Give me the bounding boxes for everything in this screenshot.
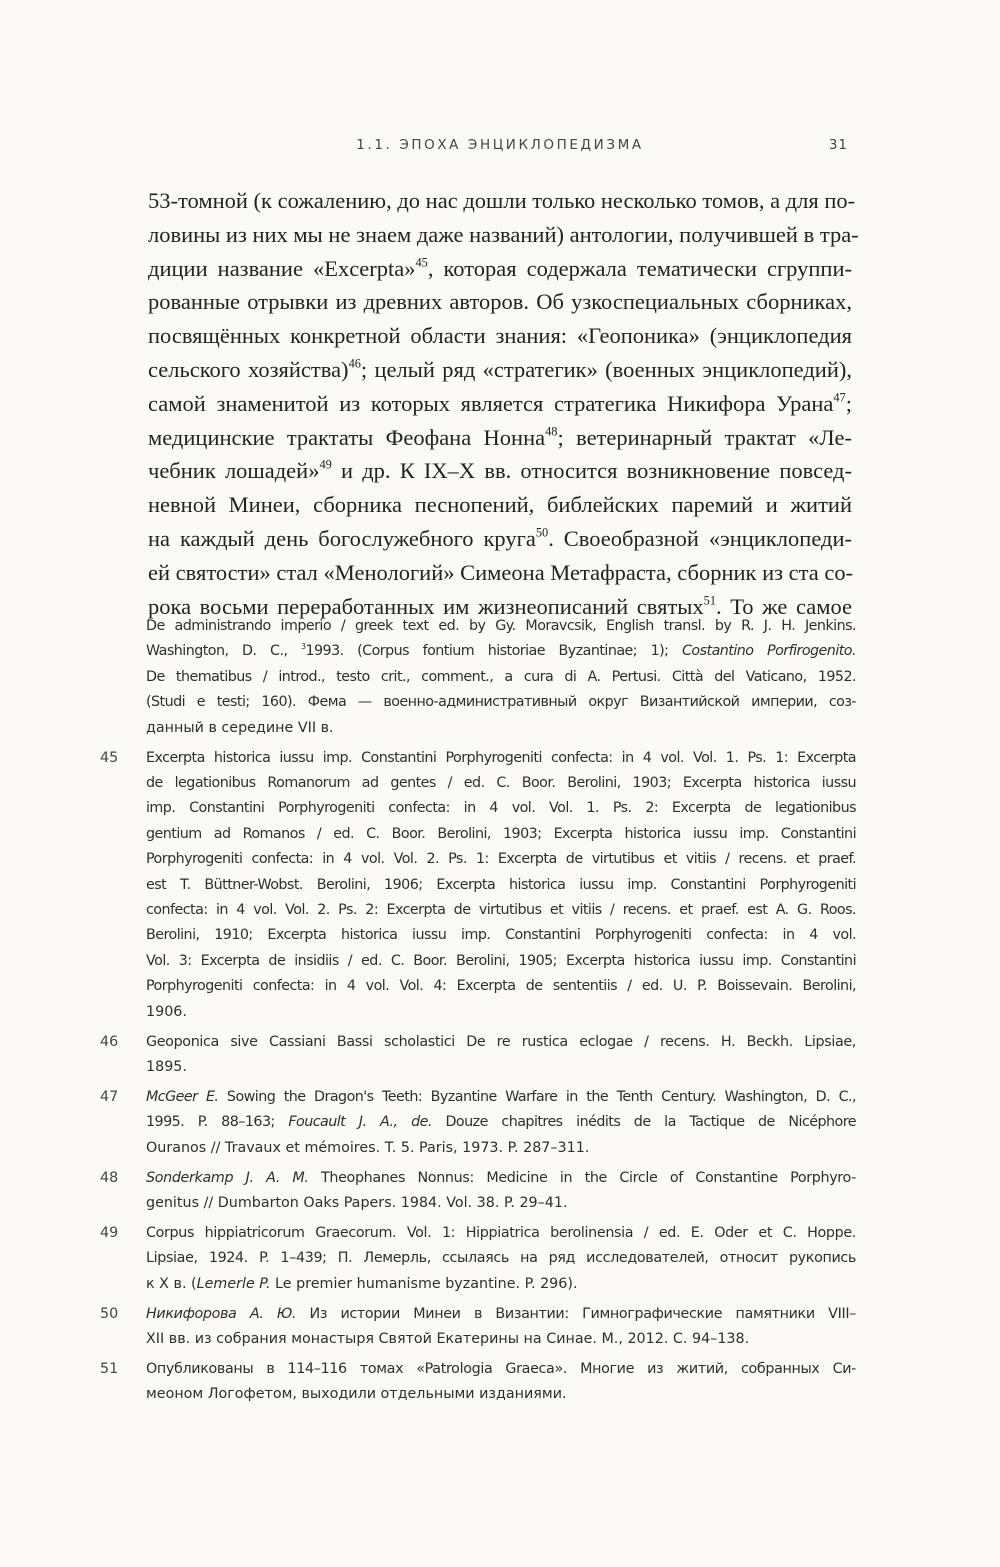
body-line: рока восьми переработанных им жизнеописаний святых$^{51}$. То же самое [148, 593, 852, 619]
body-line: 53-томной (к сожалению, до нас дошли только несколько томов, а для по- [148, 188, 856, 213]
main-body-text [148, 184, 859, 623]
body-line: рованные отрывки из древних авторов. Об узкоспециальных сборниках, [148, 289, 852, 315]
footnote-ref[interactable]: 51 [703, 593, 717, 608]
footnote-49: 49 Corpus hippiatricorum Graecorum. Vol. 1: Hippiatrica berolinensia / ed. E. Oder et C. Hoppe. Lipsiae, 1924. P. 1–439; П. Лемерль, ссылаясь на ряд исследователей, относит рукопись к X в. (Lemerle P. Le premier humanisme byzantine. P. 296). [100, 1221, 856, 1297]
footnote-number: 50 [100, 1305, 119, 1322]
footnote-ref[interactable]: 48 [545, 424, 558, 439]
footnote-number: 51 [100, 1360, 119, 1377]
footnote-number: 46 [100, 1033, 119, 1050]
footnote-50: 50 Никифорова А. Ю. Из истории Минеи в Византии: Гимнографические памятники VIII– XII вв. из собрания монастыря Святой Екатерины на Синае. М., 2012. С. 94–138. [100, 1302, 856, 1353]
body-line: медицинские трактаты Феофана Нонна$^{48}$; ветеринарный трактат «Ле- [148, 424, 852, 450]
page-number: 31 [828, 137, 848, 153]
footnote-ref[interactable]: 47 [833, 390, 846, 405]
footnote-48: 48 Sonderkamp J. A. M. Theophanes Nonnus: Medicine in the Circle of Constantine Porphyro- genitus // Dumbarton Oaks Papers. 1984. Vol. 38. P. 29–41. [100, 1166, 856, 1217]
body-line: самой знаменитой из которых является стратегика Никифора Урана$^{47}$; [148, 390, 852, 416]
footnote-number: 48 [100, 1169, 119, 1186]
body-line: ей святости» стал «Менологий» Симеона Метафраста, сборник из ста со- [148, 559, 854, 585]
body-line: диции название «Excerpta»$^{45}$, которая содержала тематически сгруппи- [148, 255, 852, 281]
footnote-ref[interactable]: 50 [535, 525, 549, 540]
body-line: невной Минеи, сборника песнопений, библейских паремий и житий [148, 492, 852, 518]
body-line: на каждый день богослужебного круга$^{50}$. Своеобразной «энциклопеди- [148, 525, 852, 551]
footnote-47: 47 McGeer E. Sowing the Dragon's Teeth: Byzantine Warfare in the Tenth Century. Washington, D. C., 1995. P. 88–163; Foucault J. A., de. Douze chapitres inédits de la Tactique de Nicéphore Ouranos // Travaux et mémoires. T. 5. Paris, 1973. P. 287–311. [100, 1085, 856, 1161]
footnote-ref[interactable]: 49 [319, 458, 332, 473]
running-header [0, 133, 1000, 157]
footnote-ref[interactable]: 46 [348, 356, 361, 371]
footnote-number: 47 [100, 1088, 119, 1105]
body-line: посвящённых конкретной области знания: «Геопоника» (энциклопедия [148, 323, 852, 349]
body-line: чебник лошадей»$^{49}$ и др. К IX–X вв. относится возникновение повсед- [148, 458, 852, 484]
footnote-ref[interactable]: 45 [415, 255, 428, 270]
body-line: сельского хозяйства)$^{46}$; целый ряд «стратегик» (военных энциклопедий), [148, 356, 852, 382]
footnote-number: 49 [100, 1224, 119, 1241]
footnote-45: 45 Excerpta historica iussu imp. Constantini Porphyrogeniti confecta: in 4 vol. Vol. 1. Ps. 1: Excerpta de legationibus Romanorum ad gentes / ed. C. Boor. Berolini, 1903; Excerpta historica iussu imp. Constantini Porphyrogeniti confecta: in 4 vol. Vol. 1. Ps. 2: Excerpta de legationibus gentium ad Romanos / ed. C. Boor. Berolini, 1903; Excerpta historica iussu imp. Constantini Porphyrogeniti confecta: in 4 vol. Vol. 2. Ps. 1: Excerpta de virtutibus et vitiis / recens. et praef. est T. Büttner-Wobst. Berolini, 1906; Excerpta historica iussu imp. Constantini Porphyrogeniti confecta: in 4 vol. Vol. 2. Ps. 2: Excerpta de virtutibus et vitiis / recens. et praef. est A. G. Roos. Berolini, 1910; Excerpta historica iussu imp. Constantini Porphyrogeniti confecta: in 4 vol. Vol. 3: Excerpta de insidiis / ed. C. Boor. Berolini, 1905; Excerpta historica iussu imp. Constantini Porphyrogeniti confecta: in 4 vol. Vol. 4: Excerpta de sententiis / ed. U. P. Boissevain. Berolini, 1906. [100, 746, 856, 1025]
footnote-46: 46 Geoponica sive Cassiani Bassi scholastici De re rustica eclogae / recens. H. Beckh. Lipsiae, 1895. [100, 1030, 856, 1081]
footnotes [100, 614, 856, 1412]
running-title: 1.1. ЭПОХА ЭНЦИКЛОПЕДИЗМА [356, 137, 644, 153]
footnote-number: 45 [100, 749, 119, 766]
body-line: ловины из них мы не знаем даже названий) антологии, получившей в тра- [148, 221, 859, 247]
footnote-continued: De administrando imperio / greek text ed. by Gy. Moravcsik, English transl. by R. J. H. Jenkins. Washington, D. C., $^3$1993. (Corpus fontium historiae Byzantinae; 1); Costantino Porfirogenito. De thematibus / introd., testo crit., comment., a cura di A. Pertusi. Città del Vaticano, 1952. (Studi e testi; 160). Фема — военно-административный округ Византийской империи, соз- данный в середине VII в. [146, 618, 856, 736]
footnote-51: 51 Опубликованы в 114–116 томах «Patrologia Graeca». Многие из житий, собранных Си- меоном Логофетом, выходили отдельными изданиями. [100, 1357, 856, 1408]
